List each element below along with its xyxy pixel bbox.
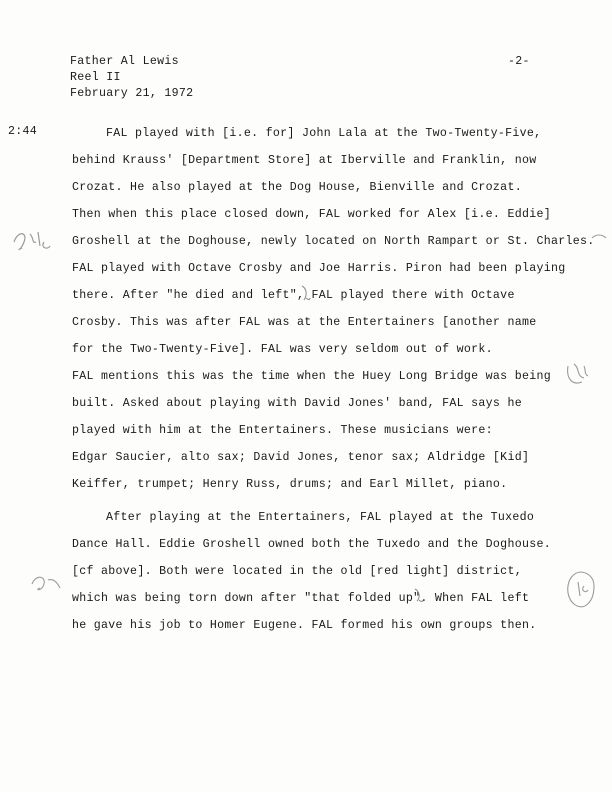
transcript-line: [cf above]. Both were located in the old [red light] district, (72, 565, 522, 578)
tape-timestamp: 2:44 (8, 125, 38, 138)
header-reel: Reel II (70, 71, 121, 84)
transcript-line: Then when this place closed down, FAL worked for Alex [i.e. Eddie] (72, 208, 551, 221)
transcript-line: behind Krauss' [Department Store] at Iberville and Franklin, now (72, 154, 537, 167)
transcript-line: Keiffer, trumpet; Henry Russ, drums; and Earl Millet, piano. (72, 478, 508, 491)
transcript-line: Crosby. This was after FAL was at the Entertainers [another name (72, 316, 537, 329)
transcript-line: for the Two-Twenty-Five]. FAL was very seldom out of work. (72, 343, 493, 356)
transcript-line: played with him at the Entertainers. These musicians were: (72, 424, 493, 437)
transcript-line: Edgar Saucier, alto sax; David Jones, tenor sax; Aldridge [Kid] (72, 451, 530, 464)
pencil-hook-mark (298, 282, 312, 304)
pencil-scribble-right-lower (560, 568, 600, 612)
transcript-line: there. After "he died and left", FAL played there with Octave (72, 289, 515, 302)
transcript-line: FAL mentions this was the time when the Huey Long Bridge was being (72, 370, 551, 383)
transcript-line: Dance Hall. Eddie Groshell owned both the Tuxedo and the Doghouse. (72, 538, 551, 551)
transcript-line: he gave his job to Homer Eugene. FAL formed his own groups then. (72, 619, 537, 632)
transcript-line: FAL played with [i.e. for] John Lala at the Two-Twenty-Five, (106, 127, 542, 140)
pencil-scribble-left-upper (8, 220, 54, 264)
pencil-mark-right-upper (590, 228, 608, 246)
page-number: -2- (508, 55, 530, 68)
header-date: February 21, 1972 (70, 87, 194, 100)
transcript-line: built. Asked about playing with David Jones' band, FAL says he (72, 397, 522, 410)
pencil-scribble-right-middle (562, 356, 592, 392)
transcript-line: which was being torn down after "that folded up". When FAL left (72, 592, 530, 605)
transcript-line: Crozat. He also played at the Dog House, Bienville and Crozat. (72, 181, 522, 194)
transcript-line: FAL played with Octave Crosby and Joe Harris. Piron had been playing (72, 262, 566, 275)
transcript-line: After playing at the Entertainers, FAL played at the Tuxedo (106, 511, 535, 524)
header-name: Father Al Lewis (70, 55, 179, 68)
pencil-scribble-left-lower (28, 570, 64, 592)
transcript-line: Groshell at the Doghouse, newly located on North Rampart or St. Charles. (72, 235, 595, 248)
pencil-hook-mark (411, 586, 425, 606)
